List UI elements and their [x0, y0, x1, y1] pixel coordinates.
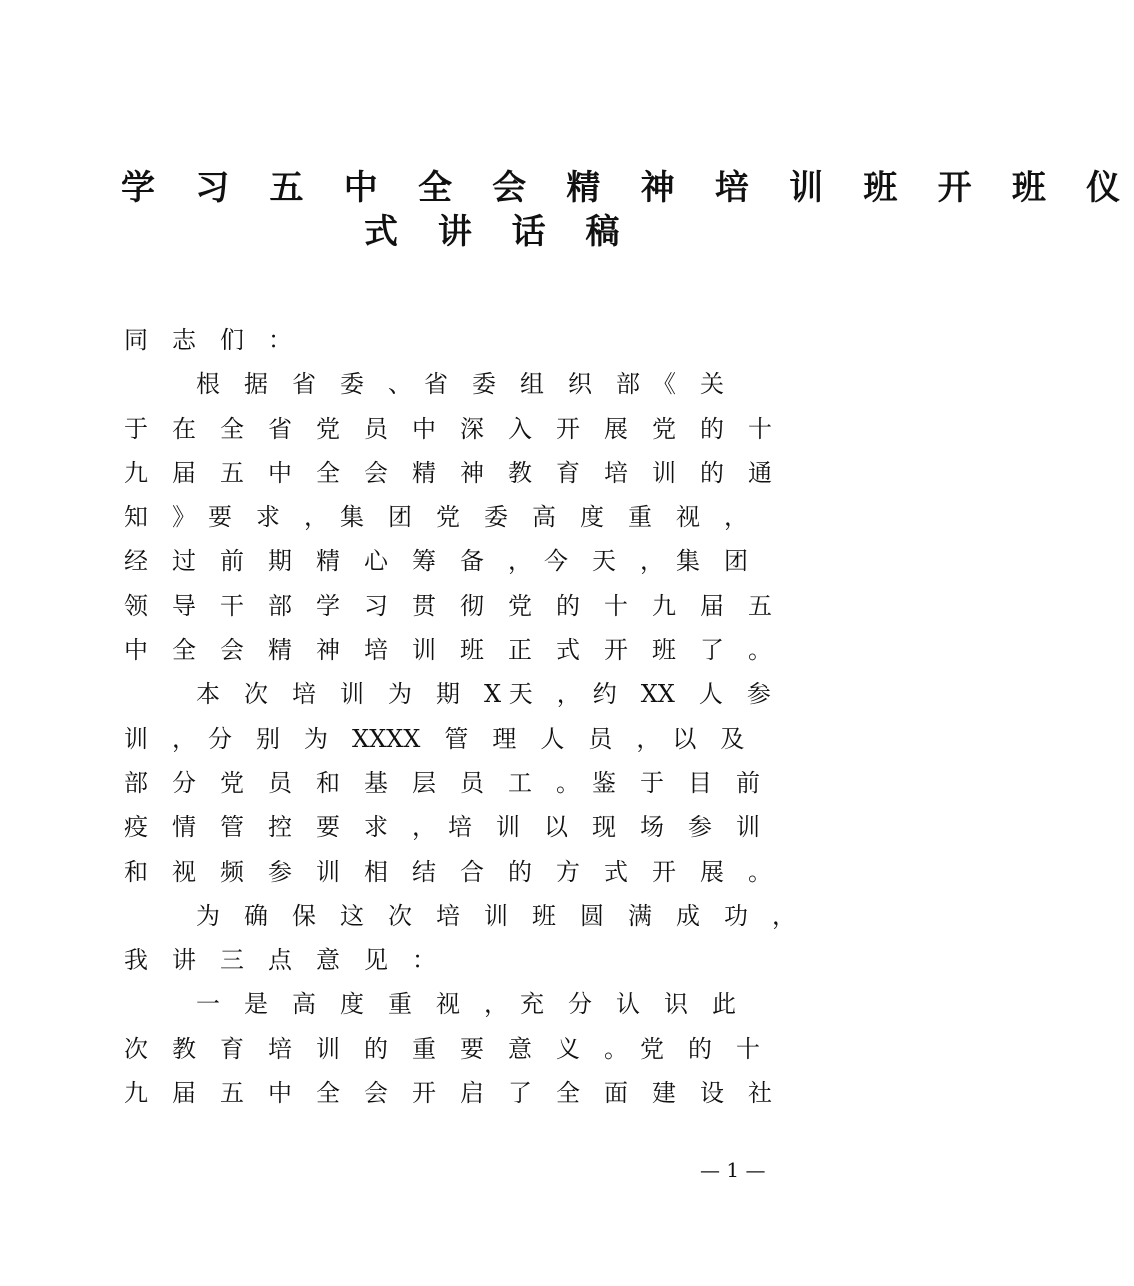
body-line: 经 过 前 期 精 心 筹 备 ， 今 天 ， 集 团: [124, 547, 748, 576]
body-line: 为 确 保 这 次 培 训 班 圆 满 成 功 ，: [196, 901, 796, 930]
body-line: 九 届 五 中 全 会 开 启 了 全 面 建 设 社: [124, 1079, 772, 1108]
body-line: 同 志 们 ：: [124, 326, 292, 354]
body-line: 一 是 高 度 重 视 ， 充 分 认 识 此: [196, 990, 736, 1019]
body-line: 九 届 五 中 全 会 精 神 教 育 培 训 的 通: [124, 458, 772, 487]
body-line: 于 在 全 省 党 员 中 深 入 开 展 党 的 十: [124, 414, 772, 443]
body-line: 和 视 频 参 训 相 结 合 的 方 式 开 展 。: [124, 857, 772, 886]
document-title-line-2: 式 讲 话 稿: [364, 212, 634, 252]
document-title-line-1: 学 习 五 中 全 会 精 神 培 训 班 开 班 仪: [121, 168, 1134, 208]
body-line: 部 分 党 员 和 基 层 员 工 。 鉴 于 目 前: [124, 768, 760, 797]
body-line: 根 据 省 委 、 省 委 组 织 部 《 关: [196, 370, 724, 399]
document-body: [124, 318, 824, 1115]
page-number: — 1 —: [700, 1158, 766, 1182]
body-line: 次 教 育 培 训 的 重 要 意 义 。 党 的 十: [124, 1034, 760, 1063]
body-line: 中 全 会 精 神 培 训 班 正 式 开 班 了 。: [124, 636, 772, 665]
body-line: 疫 情 管 控 要 求 ， 培 训 以 现 场 参 训: [124, 813, 760, 842]
body-line: 我 讲 三 点 意 见 ：: [124, 946, 436, 975]
body-line: 领 导 干 部 学 习 贯 彻 党 的 十 九 届 五: [124, 591, 772, 620]
body-line: 知 》 要 求 ， 集 团 党 委 高 度 重 视 ，: [124, 503, 748, 532]
body-line: 本 次 培 训 为 期 X 天 ， 约 XX 人 参: [196, 680, 771, 709]
body-line: 训 ， 分 别 为 XXXX 管 理 人 员 ， 以 及: [124, 724, 745, 753]
